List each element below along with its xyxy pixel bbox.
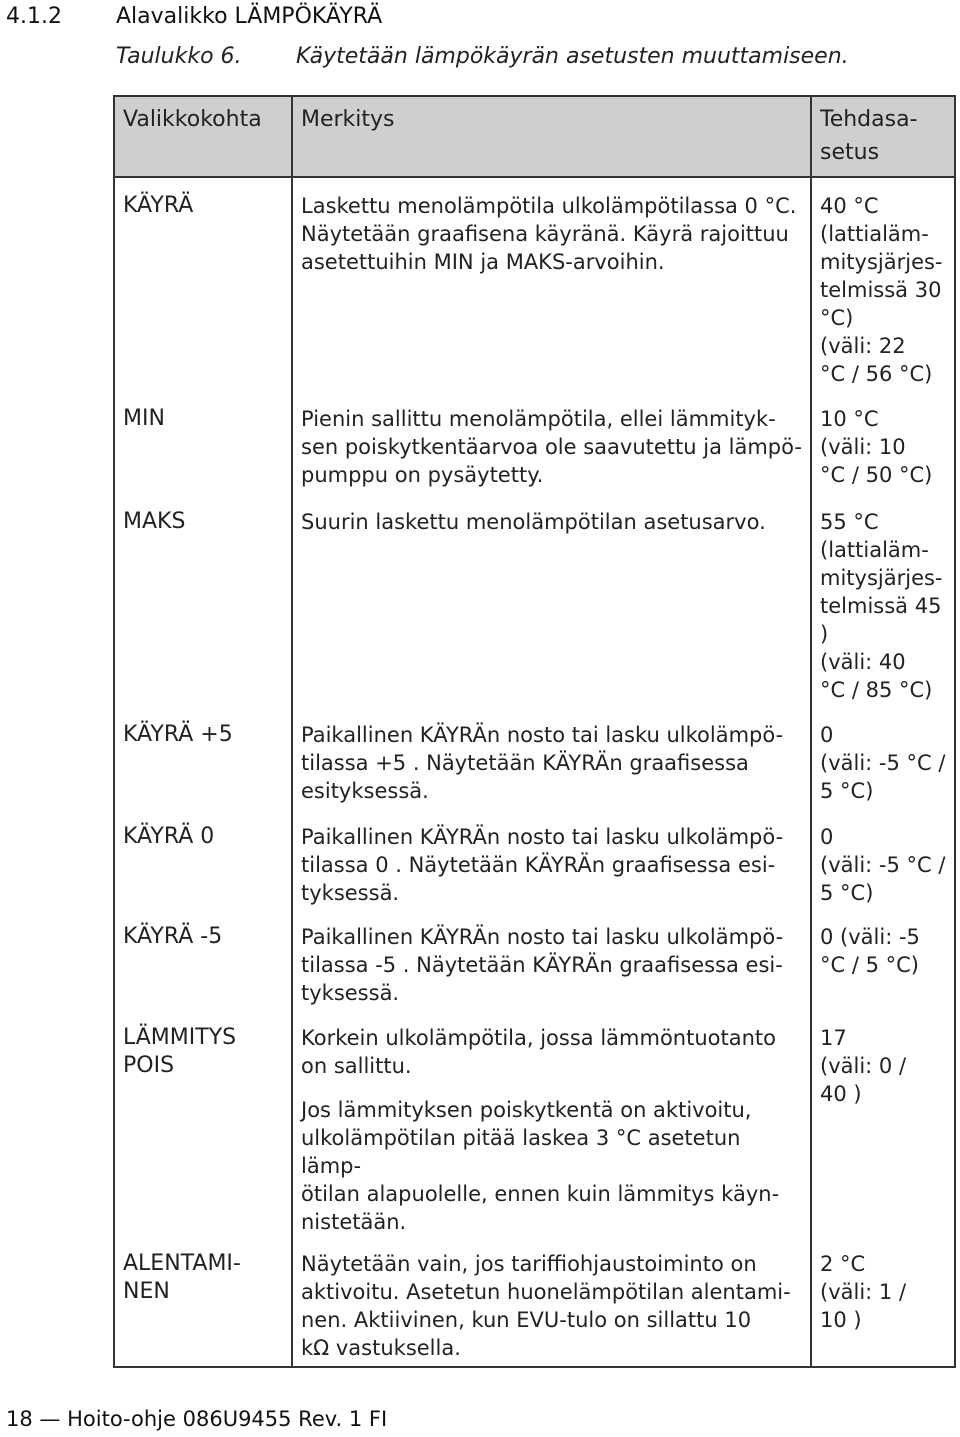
menu-item-description xyxy=(292,494,811,707)
description-paragraph: Laskettu menolämpötila ulkolämpötilassa 0 °C. Näytetään graafisena käyränä. Käyrä rajoittuu asetettuihin MIN ja MAKS-arvoihin. xyxy=(301,194,797,274)
page-number: 18 xyxy=(6,1407,33,1431)
factory-setting-value: 10 °C (väli: 10 °C / 50 °C) xyxy=(811,391,955,494)
table-row xyxy=(114,391,955,494)
header-menu-item: Valikkokohta xyxy=(114,96,292,177)
menu-item-name: LÄMMITYS POIS xyxy=(123,1025,237,1078)
document-reference: Hoito-ohje 086U9455 Rev. 1 FI xyxy=(67,1407,388,1431)
menu-item-description xyxy=(292,177,811,391)
table-row xyxy=(114,494,955,707)
section-title: Alavalikko LÄMPÖKÄYRÄ xyxy=(116,4,383,29)
header-factory-setting: Tehdasa- setus xyxy=(811,96,955,177)
factory-setting-value: 55 °C (lattialäm- mitysjärjes- telmissä 45 ) (väli: 40 °C / 85 °C) xyxy=(811,494,955,707)
menu-settings-table xyxy=(113,95,956,1368)
table-row xyxy=(114,909,955,1010)
description-paragraph: Paikallinen KÄYRÄn nosto tai lasku ulkolämpö- tilassa +5 . Näytetään KÄYRÄn graafisessa esityksessä. xyxy=(301,723,784,803)
menu-item-name: KÄYRÄ xyxy=(123,193,194,218)
description-paragraph: Suurin laskettu menolämpötilan asetusarvo. xyxy=(301,510,766,534)
menu-item-name: KÄYRÄ 0 xyxy=(123,824,215,849)
table-row xyxy=(114,177,955,391)
section-heading xyxy=(6,4,382,29)
menu-item-name: KÄYRÄ -5 xyxy=(123,924,223,949)
table-row xyxy=(114,707,955,809)
table-header-row xyxy=(114,96,955,177)
table-row xyxy=(114,1236,955,1367)
menu-item-description xyxy=(292,1010,811,1236)
footer-dash: — xyxy=(39,1407,61,1431)
factory-setting-value: 0 (väli: -5 °C / 5 °C) xyxy=(811,909,955,1010)
menu-item-name: KÄYRÄ +5 xyxy=(123,722,233,747)
factory-setting-value: 40 °C (lattialäm- mitysjärjes- telmissä 30 °C) (väli: 22 °C / 56 °C) xyxy=(811,177,955,391)
table-caption-text: Käytetään lämpökäyrän asetusten muuttamiseen. xyxy=(296,44,849,69)
table-row xyxy=(114,1010,955,1236)
menu-item-name: MIN xyxy=(123,406,165,431)
table-caption xyxy=(116,44,849,69)
menu-item-name: MAKS xyxy=(123,509,186,534)
section-number: 4.1.2 xyxy=(6,4,62,29)
description-paragraph: Paikallinen KÄYRÄn nosto tai lasku ulkolämpö- tilassa 0 . Näytetään KÄYRÄn graafisessa esi- tyksessä. xyxy=(301,825,784,905)
menu-item-description xyxy=(292,809,811,909)
description-paragraph: Korkein ulkolämpötila, jossa lämmöntuotanto on sallittu. xyxy=(301,1026,776,1078)
menu-item-description xyxy=(292,391,811,494)
table-body xyxy=(114,177,955,1367)
factory-setting-value: 17 (väli: 0 / 40 ) xyxy=(811,1010,955,1236)
description-paragraph: Jos lämmityksen poiskytkentä on aktivoitu, ulkolämpötilan pitää laskea 3 °C asetetun lämp- ötilan alapuolelle, ennen kuin lämmitys käyn- nistetään. xyxy=(301,1098,780,1234)
description-paragraph: Pienin sallittu menolämpötila, ellei lämmityk- sen poiskytkentäarvoa ole saavutettu ja lämpö- pumppu on pysäytetty. xyxy=(301,407,802,487)
description-paragraph: Näytetään vain, jos tariffiohjaustoiminto on aktivoitu. Asetetun huonelämpötilan alentami- nen. Aktiivinen, kun EVU-tulo on sillattu 10 kΩ vastuksella. xyxy=(301,1252,791,1360)
description-paragraph: Paikallinen KÄYRÄn nosto tai lasku ulkolämpö- tilassa -5 . Näytetään KÄYRÄn graafisessa esi- tyksessä. xyxy=(301,925,784,1005)
menu-item-description xyxy=(292,1236,811,1367)
factory-setting-value: 0 (väli: -5 °C / 5 °C) xyxy=(811,809,955,909)
page-footer xyxy=(6,1407,387,1431)
factory-setting-value: 0 (väli: -5 °C / 5 °C) xyxy=(811,707,955,809)
table-row xyxy=(114,809,955,909)
menu-item-name: ALENTAMI- NEN xyxy=(123,1251,241,1304)
menu-item-description xyxy=(292,909,811,1010)
factory-setting-value: 2 °C (väli: 1 / 10 ) xyxy=(811,1236,955,1367)
header-meaning: Merkitys xyxy=(292,96,811,177)
menu-item-description xyxy=(292,707,811,809)
table-caption-label: Taulukko 6. xyxy=(116,44,242,69)
